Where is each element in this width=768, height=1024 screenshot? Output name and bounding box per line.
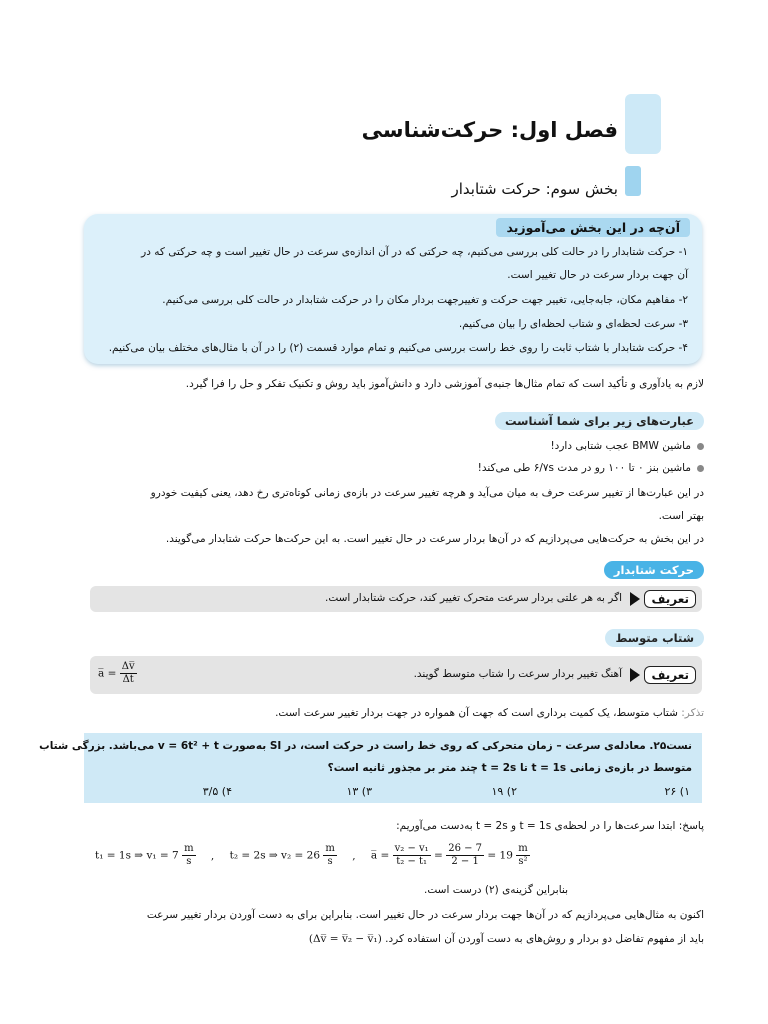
familiar-heading: عبارت‌های زیر برای شما آشناست: [495, 412, 704, 430]
section-tab-marker: [625, 166, 641, 196]
option-2[interactable]: ۲) ۱۹: [491, 785, 517, 798]
answer-conclusion: بنابراین گزینه‌ی (۲) درست است.: [424, 884, 568, 896]
definition-label: تعریف: [644, 666, 696, 684]
definition-box: [90, 656, 702, 694]
definition-box: [90, 586, 702, 612]
objective-line: ۱- حرکت شتابدار را در حالت کلی بررسی می‌کنیم، چه حرکتی که در آن اندازه‌ی سرعت در حال تغییر است و چه حرکتی که در: [141, 246, 688, 258]
question-line: نست۲۵. معادله‌ی سرعت – زمان متحرکی که روی خط راست در حرکت است، در SI به‌صورت v = 6t² + t می‌باشد. بزرگی شتاب: [39, 740, 692, 752]
option-3[interactable]: ۳) ۱۳: [346, 785, 372, 798]
bullet-icon: [697, 443, 704, 450]
section-title: بخش سوم: حرکت شتابدار: [451, 180, 618, 198]
paragraph-line: در این بخش به حرکت‌هایی می‌پردازیم که در آن‌ها بردار سرعت در حال تغییر است. به این حرکت‌ها حرکت شتابدار می‌گویند.: [165, 533, 704, 545]
pointer-triangle-icon: [630, 668, 640, 682]
chapter-tab-marker: [625, 94, 661, 154]
objectives-box: [84, 214, 702, 364]
familiar-bullet: ماشین BMW عجب شتابی دارد!: [550, 440, 704, 452]
objective-line: آن جهت بردار سرعت در حال تغییر است.: [507, 269, 688, 281]
familiar-bullet: ماشین بنز ۰ تا ۱۰۰ رو در مدت ۶/۷s طی می‌کند!: [478, 462, 704, 474]
option-4[interactable]: ۴) ۳/۵: [202, 785, 232, 798]
objective-line: ۲- مفاهیم مکان، جابه‌جایی، تغییر جهت حرکت و تغییرجهت بردار مکان را در حرکت شتابدار در حالت کلی بررسی می‌کنیم.: [162, 294, 688, 306]
option-1[interactable]: ۱) ۲۶: [664, 785, 690, 798]
bullet-icon: [697, 465, 704, 472]
question-box: [39, 733, 702, 803]
objectives-heading: آن‌چه در این بخش می‌آموزید: [496, 218, 690, 237]
definition-label: تعریف: [644, 590, 696, 608]
pointer-triangle-icon: [630, 592, 640, 606]
average-acceleration-heading: شتاب متوسط: [605, 629, 704, 647]
question-line: متوسط در بازه‌ی زمانی t = 1s تا t = 2s چند متر بر مجذور ثانیه است؟: [327, 762, 692, 774]
intro-paragraph: لازم به یادآوری و تأکید است که تمام مثال‌ها جنبه‌ی آموزشی دارد و دانش‌آموز باید روش و تکنیک تفکر و حل را فرا گیرد.: [185, 378, 704, 390]
definition-text: آهنگ تغییر بردار سرعت را شتاب متوسط گویند.: [413, 668, 622, 680]
note-label: تذکر:: [681, 707, 704, 719]
closing-line: اکنون به مثال‌هایی می‌پردازیم که در آن‌ها جهت بردار سرعت در حال تغییر است. بنابراین برای به دست آوردن بردار تغییر سرعت: [146, 909, 704, 921]
answer-equations: t₁ = 1s ⇒ v₁ = 7 $\frac{m}{s}$ , t₂ = 2s ⇒ v₂ = 26 $\frac{m}{s}$ , a̅ = $\frac{\text{v₂ − v₁}}{\text{t₂ − t₁}}$ = $\frac{26 - 7}{2 - 1}$ = 19 $\frac{m}{\text{s²}}$: [95, 843, 528, 867]
note: تذکر: شتاب متوسط، یک کمیت برداری است که جهت آن همواره در جهت بردار تغییر سرعت است.: [275, 707, 704, 719]
average-acceleration-formula: a̅ = $\frac{\Delta v̅}{\Delta t}$: [98, 661, 135, 685]
answer-line: پاسخ: ابتدا سرعت‌ها را در لحظه‌ی t = 1s و t = 2s به‌دست می‌آوریم:: [396, 820, 704, 832]
objective-line: ۴- حرکت شتابدار با شتاب ثابت را روی خط راست بررسی می‌کنیم و تمام موارد قسمت (۲) را در آن با مثال‌های مختلف بیان می‌کنیم.: [108, 342, 688, 354]
objective-line: ۳- سرعت لحظه‌ای و شتاب لحظه‌ای را بیان می‌کنیم.: [458, 318, 688, 330]
chapter-title: فصل اول: حرکت‌شناسی: [361, 118, 618, 142]
paragraph-line: در این عبارت‌ها از تغییر سرعت حرف به میان می‌آید و هرچه تغییر سرعت در بازه‌ی زمانی کوتاه‌تری رخ دهد، یعنی کیفیت خودرو: [150, 487, 704, 499]
accelerated-motion-heading: حرکت شتابدار: [604, 561, 704, 579]
paragraph-line: بهتر است.: [658, 510, 704, 522]
closing-line: باید از مفهوم تفاضل دو بردار و روش‌های به دست آوردن آن استفاده کرد. (Δv̅ = v̅₂ − v̅₁): [308, 933, 704, 945]
formula-fraction: $\frac{\Delta v̅}{\Delta t}$: [121, 661, 135, 685]
definition-text: اگر به هر علتی بردار سرعت متحرک تغییر کند، حرکت شتابدار است.: [324, 592, 622, 604]
